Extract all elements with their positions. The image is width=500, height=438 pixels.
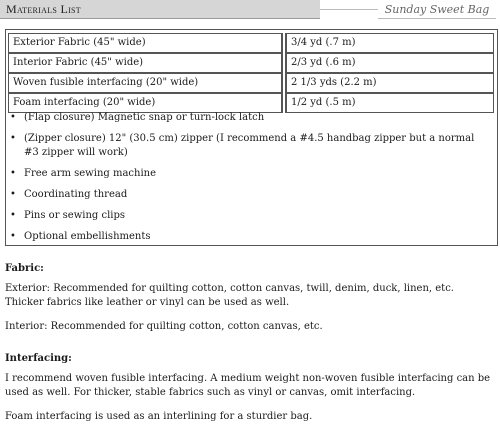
material-item: Foam interfacing (20" wide) bbox=[8, 93, 282, 113]
bullet-icon: • bbox=[10, 231, 16, 242]
table-row bbox=[8, 53, 494, 73]
fabric-interior-note: Interior: Recommended for quilting cotton, cotton canvas, etc. bbox=[5, 321, 323, 332]
header-rule bbox=[320, 9, 378, 10]
section-title: Materials List bbox=[0, 0, 320, 19]
bullet-icon: • bbox=[10, 210, 16, 221]
interfacing-note: I recommend woven fusible interfacing. A medium weight non-woven fusible interfacing can be used as well. For thicker, stable fabrics such as vinyl or canvas, omit interfacing. bbox=[5, 373, 491, 398]
material-amount: 3/4 yd (.7 m) bbox=[286, 33, 494, 53]
foam-interfacing-note: Foam interfacing is used as an interlining for a sturdier bag. bbox=[5, 411, 313, 422]
material-amount: 1/2 yd (.5 m) bbox=[286, 93, 494, 113]
table-row bbox=[8, 33, 494, 53]
header-bar bbox=[0, 0, 500, 19]
material-item: Woven fusible interfacing (20" wide) bbox=[8, 73, 282, 93]
material-item: Interior Fabric (45" wide) bbox=[8, 53, 282, 73]
bullet-icon: • bbox=[10, 112, 16, 123]
bullet-icon: • bbox=[10, 189, 16, 200]
list-item: • Pins or sewing clips bbox=[10, 210, 126, 221]
fabric-exterior-note: Exterior: Recommended for quilting cotton, cotton canvas, twill, denim, duck, linen, etc. Thicker fabrics like leather or vinyl can be used as well. bbox=[5, 283, 454, 308]
material-amount: 2/3 yd (.6 m) bbox=[286, 53, 494, 73]
material-amount: 2 1/3 yds (2.2 m) bbox=[286, 73, 494, 93]
fabric-heading: Fabric: bbox=[5, 263, 44, 274]
materials-table bbox=[8, 33, 494, 113]
list-item: • (Zipper closure) 12" (30.5 cm) zipper (I recommend a #4.5 handbag zipper but a normal #3 zipper will work) bbox=[10, 133, 475, 158]
interfacing-heading: Interfacing: bbox=[5, 353, 72, 364]
list-item: • Coordinating thread bbox=[10, 189, 128, 200]
material-item: Exterior Fabric (45" wide) bbox=[8, 33, 282, 53]
list-item: • (Flap closure) Magnetic snap or turn-lock latch bbox=[10, 112, 265, 123]
list-item: • Optional embellishments bbox=[10, 231, 151, 242]
notes-content bbox=[5, 262, 493, 424]
bullet-icon: • bbox=[10, 168, 16, 179]
brand-logo: Sunday Sweet Bag bbox=[378, 1, 496, 19]
table-row bbox=[8, 73, 494, 93]
list-item: • Free arm sewing machine bbox=[10, 168, 157, 179]
table-row bbox=[8, 93, 494, 113]
bullet-icon: • bbox=[10, 133, 16, 144]
supplies-list bbox=[8, 111, 488, 251]
